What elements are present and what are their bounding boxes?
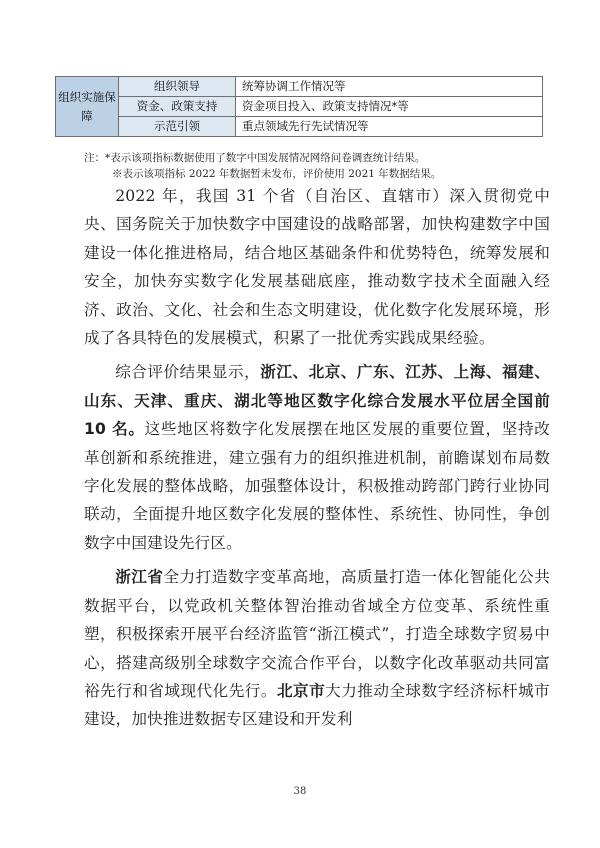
table-row	[56, 117, 543, 137]
paragraph	[84, 563, 550, 733]
indicator-table	[55, 76, 543, 137]
page-number: 38	[293, 786, 307, 797]
description-cell: 资金项目投入、政策支持情况*等	[236, 97, 543, 117]
note-line: 注：*表示该项指标数据使用了数字中国发展情况网络问卷调查统计结果。	[84, 152, 426, 164]
subcategory-cell: 示范引领	[119, 117, 236, 137]
note-line: ※表示该项指标 2022 年数据暂未发布，评价使用 2021 年数据结果。	[112, 168, 442, 180]
table-row	[56, 77, 543, 97]
bold-text: 浙江省	[115, 568, 164, 587]
body-text	[84, 182, 550, 740]
paragraph-text: 全力打造数字变革高地，高质量打造一体化智能化公共数据平台，以党政机关整体智治推动省域全方位变革、系统性重塑，积极探索开展平台经济监管“浙江模式”，打造全球数字贸易中心，搭建高级别全球数字交流合作平台，以数字化改革驱动共同富裕先行和省域现代化先行。	[84, 568, 550, 700]
paragraph-text: 综合评价结果显示，	[115, 363, 261, 382]
paragraph: 2022 年，我国 31 个省（自治区、直辖市）深入贯彻党中央、国务院关于加快数字中国建设的战略部署，加快构建数字中国建设一体化推进格局，结合地区基础条件和优势特色，统筹发展和安全，加快夯实数字化发展基础底座，推动数字技术全面融入经济、政治、文化、社会和生态文明建设，优化数字化发展环境，形成了各具特色的发展模式，积累了一批优秀实践成果经验。	[84, 187, 550, 348]
bold-text: 浙江、北京、广东、江苏、上海、福建、山东、天津、重庆、湖北等地区数字化综合发展水平位居全国前 10 名。	[84, 363, 550, 439]
subcategory-cell: 组织领导	[119, 77, 236, 97]
description-cell: 统筹协调工作情况等	[236, 77, 543, 97]
description-cell: 重点领域先行先试情况等	[236, 117, 543, 137]
paragraph-text: 大力推动全球数字经济标杆城市建设，加快推进数据专区建设和开发利	[84, 681, 550, 729]
table-row	[56, 97, 543, 117]
category-cell: 组织实施保障	[56, 77, 119, 137]
paragraph	[84, 358, 550, 557]
subcategory-cell: 资金、政策支持	[119, 97, 236, 117]
table-notes	[84, 150, 441, 182]
paragraph-text: 这些地区将数字化发展摆在地区发展的重要位置，坚持改革创新和系统推进，建立强有力的组织推进机制，前瞻谋划布局数字化发展的整体战略，加强整体设计，积极推动跨部门跨行业协同联动，全面提升地区数字化发展的整体性、系统性、协同性，争创数字中国建设先行区。	[84, 420, 550, 552]
bold-text: 北京市	[276, 681, 326, 700]
